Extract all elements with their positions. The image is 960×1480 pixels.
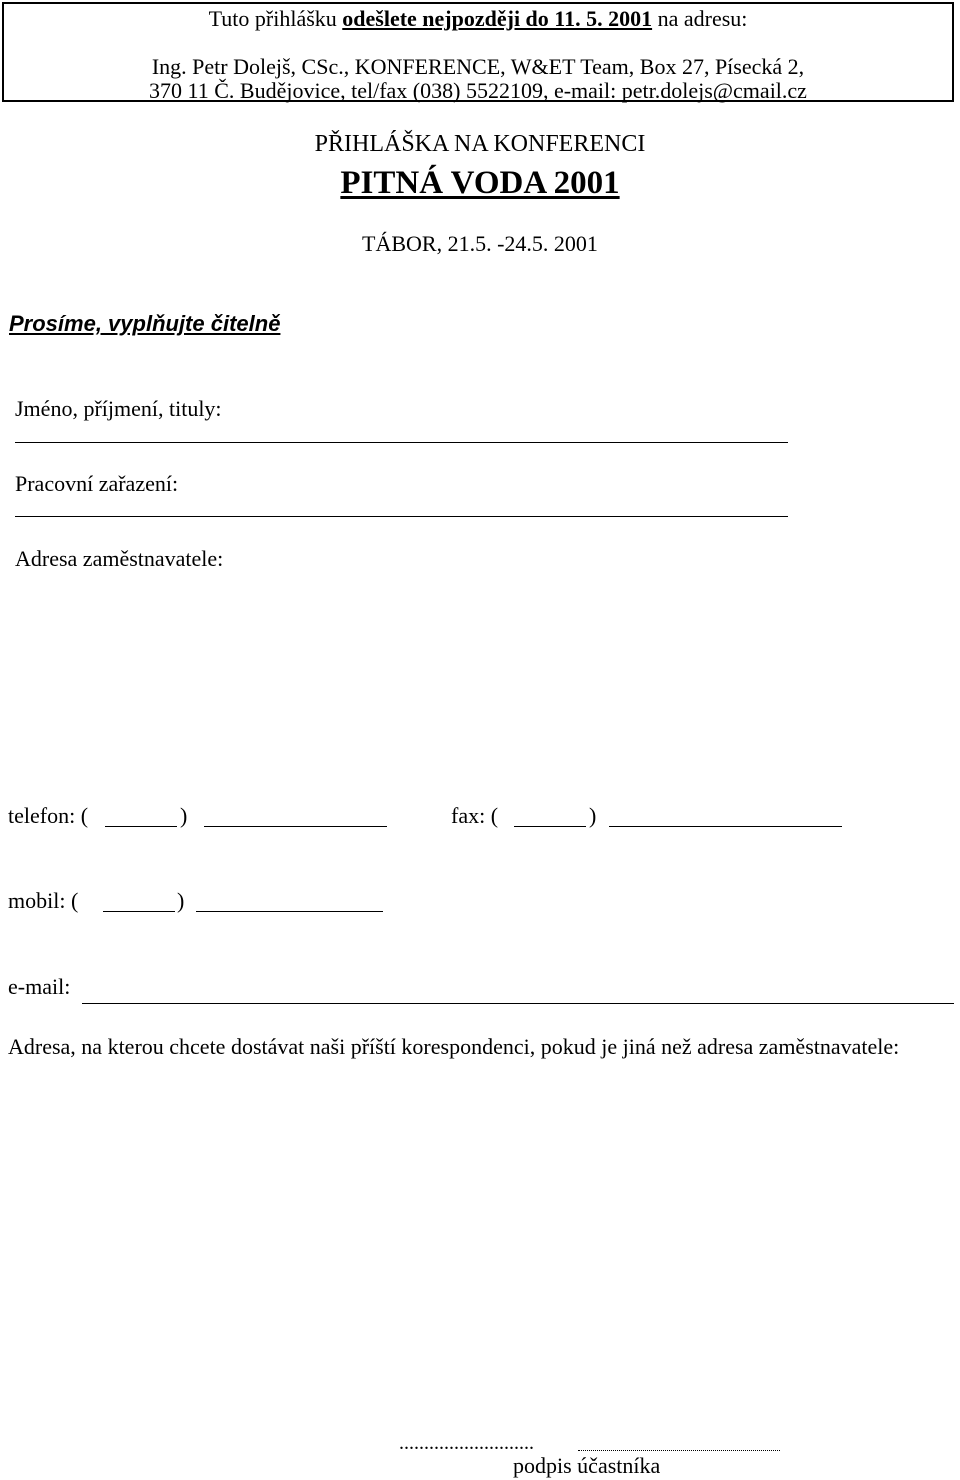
correspondence-address-area[interactable]	[8, 1100, 952, 1400]
conference-title: PITNÁ VODA 2001	[340, 165, 620, 201]
fax-number-line[interactable]	[609, 826, 842, 827]
correspondence-address-label: Adresa, na kterou chcete dostávat naši příští korespondenci, pokud je jiná než adresa zaměstnavatele:	[8, 1034, 900, 1059]
conference-place-dates: TÁBOR, 21.5. -24.5. 2001	[362, 231, 598, 256]
mobile-label: mobil: (	[8, 888, 79, 913]
organizer-address: Ing. Petr Dolejš, CSc., KONFERENCE, W&ET Team, Box 27, Písecká 2,	[151, 54, 805, 79]
deadline-date: odešlete nejpozději do 11. 5. 2001	[342, 6, 653, 31]
organizer-contact: 370 11 Č. Budějovice, tel/fax (038) 5522109, e-mail: petr.dolejs@cmail.cz	[149, 78, 807, 103]
employer-address-area[interactable]	[15, 580, 945, 770]
name-field-line[interactable]	[15, 442, 788, 443]
form-subtitle: PŘIHLÁŠKA NA KONFERENCI	[314, 131, 646, 157]
fax-close-paren: )	[589, 803, 597, 828]
phone-number-line[interactable]	[204, 826, 387, 827]
fax-area-code-line[interactable]	[514, 826, 586, 827]
mobile-area-code-line[interactable]	[103, 911, 175, 912]
fax-label: fax: (	[451, 803, 499, 828]
deadline-suffix: na adresu:	[657, 6, 748, 31]
position-field-line[interactable]	[15, 516, 788, 517]
mobile-number-line[interactable]	[196, 911, 383, 912]
position-label: Pracovní zařazení:	[15, 471, 179, 496]
signature-line[interactable]	[578, 1450, 780, 1451]
email-field-line[interactable]	[82, 1003, 954, 1004]
deadline-line	[4, 6, 952, 32]
mobile-close-paren: )	[177, 888, 185, 913]
deadline-prefix: Tuto přihlášku	[208, 6, 337, 31]
phone-close-paren: )	[180, 803, 188, 828]
fill-instruction: Prosíme, vyplňujte čitelně	[9, 311, 281, 336]
phone-area-code-line[interactable]	[105, 826, 177, 827]
phone-label: telefon: (	[8, 803, 89, 828]
name-label: Jméno, příjmení, tituly:	[15, 396, 222, 421]
signature-label: podpis účastníka	[513, 1453, 661, 1478]
signature-dots: ...........................	[399, 1432, 534, 1454]
address-box	[2, 2, 954, 102]
email-label: e-mail:	[8, 974, 71, 999]
employer-address-label: Adresa zaměstnavatele:	[15, 546, 224, 571]
